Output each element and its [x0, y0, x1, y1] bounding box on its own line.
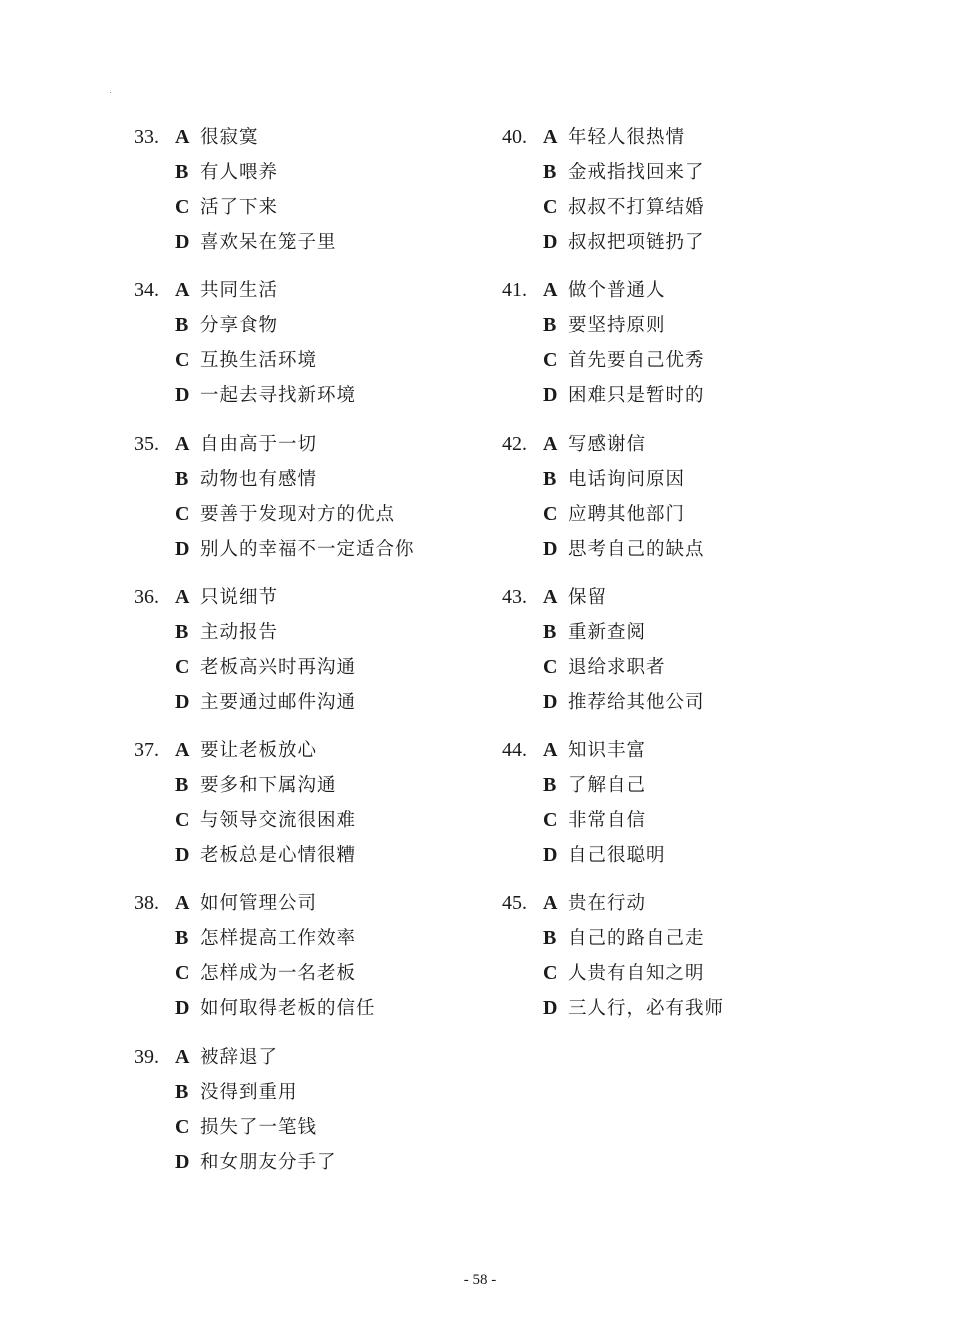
- option-letter: B: [175, 620, 189, 643]
- option-text: 互换生活环境: [200, 350, 318, 372]
- question-number: 41.: [502, 279, 527, 302]
- option-text: 如何取得老板的信任: [200, 998, 376, 1020]
- option-text: 分享食物: [200, 315, 279, 337]
- option-letter: C: [175, 349, 190, 372]
- option-text: 要让老板放心: [200, 740, 318, 762]
- option-text: 首先要自己优秀: [568, 350, 705, 372]
- option-letter: C: [543, 655, 558, 678]
- option-text: 没得到重用: [200, 1081, 298, 1103]
- option-text: 困难只是暂时的: [568, 385, 705, 407]
- option-text: 写感谢信: [568, 433, 647, 455]
- option-letter: B: [543, 161, 557, 183]
- option-letter: D: [175, 844, 190, 867]
- question-number: 37.: [134, 739, 159, 762]
- option-letter: B: [175, 927, 189, 950]
- question-number: 38.: [134, 892, 159, 915]
- option-letter: C: [175, 655, 190, 678]
- option-text: 保留: [568, 586, 608, 608]
- option-text: 思考自己的缺点: [568, 538, 705, 560]
- option-letter: D: [175, 537, 190, 560]
- option-letter: C: [175, 962, 190, 985]
- option-text: 很寂寞: [200, 127, 259, 148]
- option-letter: D: [175, 690, 190, 713]
- option-letter: C: [543, 502, 558, 525]
- question-number: 35.: [134, 432, 159, 455]
- option-text: 自己的路自己走: [568, 928, 705, 950]
- question-number: 45.: [502, 892, 527, 915]
- option-text: 推荐给其他公司: [568, 691, 705, 713]
- option-text: 做个普通人: [568, 280, 666, 302]
- option-letter: A: [175, 892, 190, 915]
- question-number: 40.: [502, 126, 527, 148]
- option-letter: B: [175, 1080, 189, 1103]
- option-letter: A: [543, 739, 558, 762]
- option-letter: B: [175, 161, 189, 183]
- option-letter: C: [543, 349, 558, 372]
- option-text: 要善于发现对方的优点: [200, 503, 396, 525]
- option-text: 要坚持原则: [568, 315, 666, 337]
- option-text: 一起去寻找新环境: [200, 385, 357, 407]
- option-text: 贵在行动: [568, 893, 647, 915]
- option-letter: C: [543, 196, 558, 218]
- question-number: 39.: [134, 1045, 159, 1068]
- option-text: 自由高于一切: [200, 433, 318, 455]
- option-text: 怎样提高工作效率: [200, 928, 357, 950]
- option-text: 自己很聪明: [568, 845, 666, 867]
- option-letter: C: [175, 809, 190, 832]
- option-letter: D: [175, 997, 190, 1020]
- option-letter: D: [175, 384, 190, 407]
- option-letter: D: [543, 690, 558, 713]
- option-text: 叔叔把项链扔了: [568, 232, 705, 253]
- question-number: 34.: [134, 279, 159, 302]
- option-letter: B: [543, 467, 557, 490]
- option-letter: B: [175, 774, 189, 797]
- option-letter: A: [175, 1045, 190, 1068]
- option-text: 和女朋友分手了: [200, 1151, 337, 1173]
- option-text: 要多和下属沟通: [200, 775, 337, 797]
- option-text: 知识丰富: [568, 740, 647, 762]
- question-number: 42.: [502, 432, 527, 455]
- option-text: 老板总是心情很糟: [200, 845, 357, 867]
- option-text: 只说细节: [200, 586, 279, 608]
- option-text: 主动报告: [200, 621, 279, 643]
- option-text: 年轻人很热情: [568, 127, 686, 148]
- option-text: 老板高兴时再沟通: [200, 656, 357, 678]
- option-letter: A: [543, 126, 558, 148]
- option-letter: B: [175, 314, 189, 337]
- option-text: 有人喂养: [200, 162, 279, 183]
- option-text: 如何管理公司: [200, 893, 318, 915]
- option-text: 被辞退了: [200, 1046, 279, 1068]
- option-text: 退给求职者: [568, 656, 666, 678]
- option-text: 了解自己: [568, 775, 647, 797]
- option-letter: C: [543, 962, 558, 985]
- question-number: 43.: [502, 585, 527, 608]
- option-text: 金戒指找回来了: [568, 162, 705, 183]
- option-letter: D: [175, 1150, 190, 1173]
- option-text: 电话询问原因: [568, 468, 686, 490]
- option-letter: C: [543, 809, 558, 832]
- option-text: 喜欢呆在笼子里: [200, 232, 337, 253]
- scan-speck: [110, 92, 111, 93]
- option-letter: D: [543, 537, 558, 560]
- option-letter: A: [175, 126, 190, 148]
- option-text: 主要通过邮件沟通: [200, 691, 357, 713]
- question-number: 36.: [134, 585, 159, 608]
- option-text: 别人的幸福不一定适合你: [200, 538, 415, 560]
- option-letter: D: [543, 997, 558, 1020]
- option-letter: D: [543, 384, 558, 407]
- option-letter: B: [543, 314, 557, 337]
- option-letter: A: [175, 585, 190, 608]
- option-letter: A: [543, 585, 558, 608]
- option-text: 非常自信: [568, 810, 647, 832]
- option-text: 损失了一笔钱: [200, 1116, 318, 1138]
- option-text: 人贵有自知之明: [568, 963, 705, 985]
- option-letter: A: [175, 279, 190, 302]
- option-text: 应聘其他部门: [568, 503, 686, 525]
- question-number: 44.: [502, 739, 527, 762]
- option-text: 动物也有感情: [200, 468, 318, 490]
- option-letter: A: [175, 432, 190, 455]
- option-text: 与领导交流很困难: [200, 810, 357, 832]
- option-letter: D: [543, 231, 558, 253]
- option-letter: A: [543, 892, 558, 915]
- option-letter: C: [175, 1115, 190, 1138]
- page-number: - 58 -: [463, 1272, 497, 1288]
- option-letter: B: [543, 774, 557, 797]
- option-letter: C: [175, 502, 190, 525]
- option-letter: A: [175, 739, 190, 762]
- option-letter: A: [543, 432, 558, 455]
- option-letter: D: [175, 231, 190, 253]
- option-text: 活了下来: [200, 197, 279, 218]
- question-number: 33.: [134, 126, 159, 148]
- option-letter: D: [543, 844, 558, 867]
- option-letter: B: [543, 620, 557, 643]
- option-text: 三人行，必有我师: [568, 998, 725, 1020]
- option-letter: C: [175, 196, 190, 218]
- option-text: 叔叔不打算结婚: [568, 197, 705, 218]
- option-text: 怎样成为一名老板: [200, 963, 357, 985]
- option-letter: B: [175, 467, 189, 490]
- option-text: 共同生活: [200, 280, 279, 302]
- option-text: 重新查阅: [568, 621, 647, 643]
- option-letter: B: [543, 927, 557, 950]
- option-letter: A: [543, 279, 558, 302]
